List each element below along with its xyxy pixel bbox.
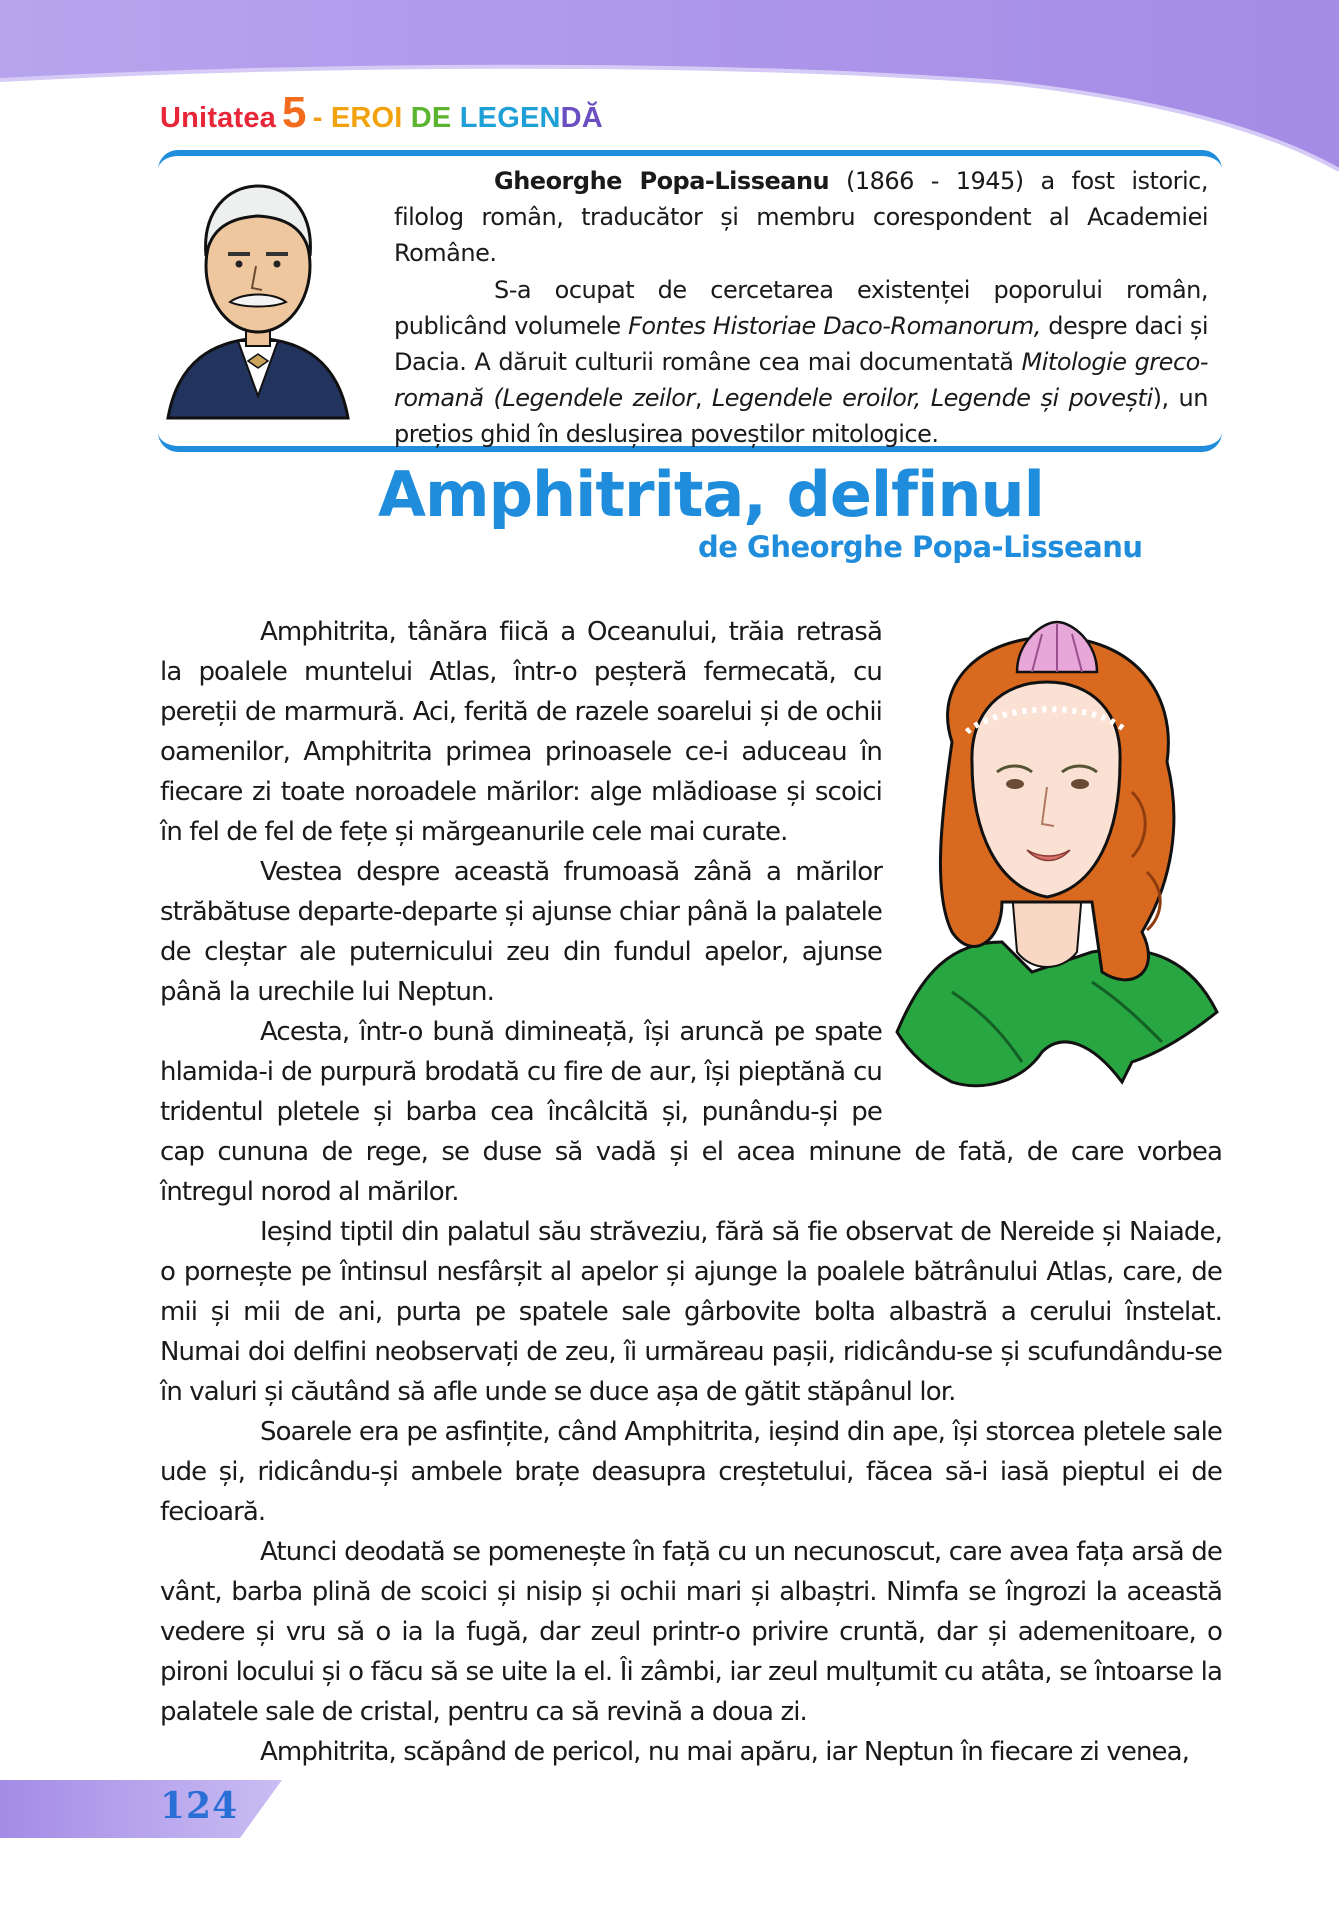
- story-paragraph: Amphitrita, scăpând de pericol, nu mai apăru, iar Neptun în fiecare zi venea,: [260, 1737, 1190, 1767]
- story-paragraph: Amphitrita, tânăra fiică a Oceanului, trăia retrasă la poalele muntelui Atlas, într-o peșteră fermecată, cu pereții de marmură. Aci, ferită de razele soarelui și de ochii oamenilor, Amphitrita primea prinoasele ce-i aduceau în fiecare zi toate noroadele mărilor: alge mlădioase și scoici în fel de fel de fețe și mărgeanurile cele mai curate.: [160, 617, 882, 847]
- bottom-decorative-band: [0, 1774, 300, 1844]
- bio-paragraph: [394, 163, 1208, 272]
- unit-title-word: LEGEN: [459, 102, 561, 134]
- bio-text-run: S-a ocupat de cercetarea existenței poporului român, publicând volumele: [394, 275, 1208, 340]
- unit-dash: -: [312, 102, 323, 134]
- story-title: Amphitrita, delfinul: [378, 458, 1044, 531]
- page-number: 124: [160, 1785, 239, 1827]
- bio-work-title: Legendele eroilor, Legende și povești: [711, 384, 1153, 413]
- story-paragraph: Vestea despre această frumoasă zână a mărilor străbătuse departe-departe și ajunse chiar până la palatele de cleștar ale puternicului zeu din fundul apelor, ajunse până la urechile lui Neptun.: [160, 857, 882, 1007]
- story-text: [160, 612, 1222, 1772]
- amphitrite-illustration: [892, 612, 1222, 1094]
- story-author: de Gheorghe Popa-Lisseanu: [698, 530, 1143, 564]
- author-bio-text: [394, 163, 1208, 453]
- unit-header: [160, 88, 603, 138]
- bio-paragraph: [394, 272, 1208, 453]
- unit-title-word: DĂ: [560, 102, 603, 134]
- story-paragraph: Ieșind tiptil din palatul său străveziu, fără să fie observat de Nereide și Naiade, o pornește pe întinsul nesfârșit al apelor și ajunge la poalele bătrânului Atlas, care, de mii și mii de ani, purta pe spatele sale gârbovite bolta albastră a cerului înstelat. Numai doi delfini neobservați de zeu, îi urmăreau pașii, ridicându-se și scufundându-se în valuri și căutând să afle unde se duce așa de gătit stăpânul lor.: [160, 1217, 1222, 1407]
- bio-text-run: ), un prețios ghid în deslușirea poveștilor mitologice.: [394, 384, 1208, 449]
- bio-text-run: despre daci și Dacia. A dăruit culturii române cea mai documentată: [394, 311, 1209, 377]
- story-paragraph: Soarele era pe asfințite, când Amphitrita, ieșind din ape, își storcea pletele sale ude și, ridicându-și ambele brațe deasupra creștetului, făcea să-i iasă pieptul ei de fecioară.: [160, 1417, 1222, 1527]
- bio-work-title: Mitologie greco-romană (Legendele zeilor: [394, 348, 1208, 413]
- unit-number: 5: [282, 88, 307, 137]
- bio-work-title: Fontes Historiae Daco-Romanorum,: [628, 311, 1041, 340]
- unit-title-word: DE: [410, 102, 452, 134]
- story-paragraph: Atunci deodată se pomenește în față cu un necunoscut, care avea fața arsă de vânt, barba plină de scoici și nisip și ochii mari și albaștri. Nimfa se îngrozi la această vedere și vru să o ia la fugă, dar zeul printr-o privire cruntă, dar și ademenitoare, o pironi locului și o făcu să se uite la el. Îi zâmbi, iar zeul mulțumit cu atâta, se întoarse la palatele sale de cristal, pentru ca să revină a doua zi.: [160, 1537, 1222, 1727]
- bio-author-name: Gheorghe Popa-Lisseanu: [494, 167, 830, 195]
- bio-text-run: ,: [694, 384, 712, 413]
- unit-title-word: EROI: [330, 102, 403, 134]
- author-portrait: [158, 156, 358, 426]
- unit-word: Unitatea: [160, 102, 277, 134]
- story-paragraph: Acesta, într-o bună dimineață, își aruncă pe spate hlamida-i de purpură brodată cu fire de aur, își pieptănă cu tridentul pletele și barba cea încâlcită și, punându-și pe cap cununa de rege, se duse să vadă și el acea minune de fată, de care vorbea întregul norod al mărilor.: [160, 1017, 1222, 1207]
- bio-text-run: (1866 - 1945) a fost istoric, filolog român, traducător și membru corespondent al Academiei Române.: [394, 167, 1209, 268]
